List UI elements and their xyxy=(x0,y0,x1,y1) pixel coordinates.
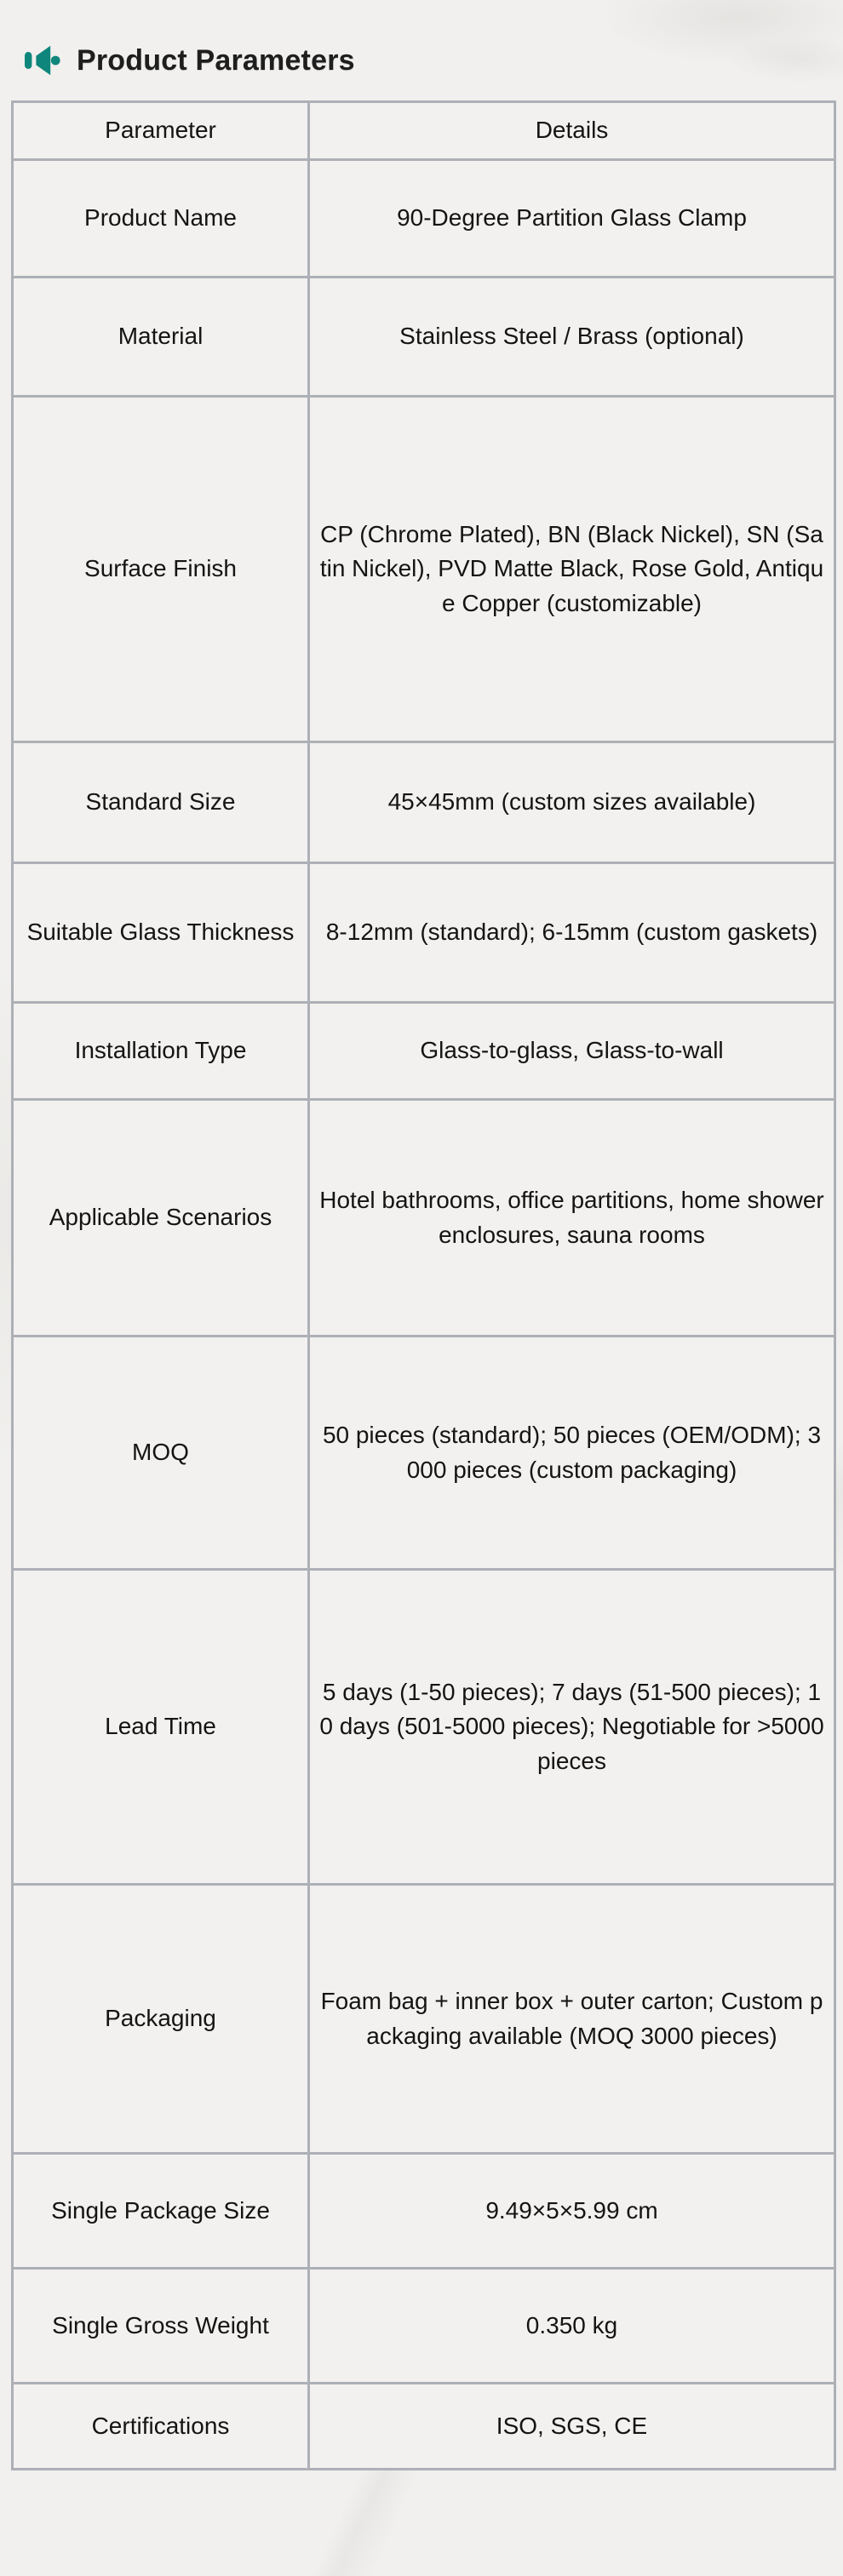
param-cell: Product Name xyxy=(13,160,309,278)
detail-cell: 45×45mm (custom sizes available) xyxy=(309,742,835,863)
detail-cell: 50 pieces (standard); 50 pieces (OEM/ODM); 3000 pieces (custom packaging) xyxy=(309,1337,835,1570)
section-header xyxy=(22,37,843,83)
detail-cell: Stainless Steel / Brass (optional) xyxy=(309,278,835,397)
megaphone-icon xyxy=(22,39,72,82)
param-cell: Single Package Size xyxy=(13,2154,309,2269)
product-parameters-table xyxy=(11,100,836,2470)
param-cell: Surface Finish xyxy=(13,397,309,742)
table-row xyxy=(13,2154,835,2269)
param-cell: Certifications xyxy=(13,2384,309,2470)
page-title: Product Parameters xyxy=(77,43,355,77)
param-cell: Standard Size xyxy=(13,742,309,863)
table-row xyxy=(13,1337,835,1570)
detail-cell: Glass-to-glass, Glass-to-wall xyxy=(309,1003,835,1100)
param-cell: Material xyxy=(13,278,309,397)
param-cell: Installation Type xyxy=(13,1003,309,1100)
table-row xyxy=(13,1885,835,2154)
detail-cell: 5 days (1-50 pieces); 7 days (51-500 pieces); 10 days (501-5000 pieces); Negotiable for >5000 pieces xyxy=(309,1570,835,1885)
detail-cell: CP (Chrome Plated), BN (Black Nickel), SN (Satin Nickel), PVD Matte Black, Rose Gold, Antique Copper (customizable) xyxy=(309,397,835,742)
table-row xyxy=(13,2384,835,2470)
param-cell: Packaging xyxy=(13,1885,309,2154)
table-row xyxy=(13,2269,835,2384)
table-row xyxy=(13,1570,835,1885)
column-header-parameter: Parameter xyxy=(13,102,309,160)
param-cell: MOQ xyxy=(13,1337,309,1570)
table-row xyxy=(13,397,835,742)
param-cell: Suitable Glass Thickness xyxy=(13,863,309,1003)
table-row xyxy=(13,1003,835,1100)
table-row xyxy=(13,863,835,1003)
detail-cell: 9.49×5×5.99 cm xyxy=(309,2154,835,2269)
param-cell: Applicable Scenarios xyxy=(13,1100,309,1337)
table-row xyxy=(13,160,835,278)
detail-cell: 0.350 kg xyxy=(309,2269,835,2384)
detail-cell: Foam bag + inner box + outer carton; Custom packaging available (MOQ 3000 pieces) xyxy=(309,1885,835,2154)
table-row xyxy=(13,1100,835,1337)
detail-cell: Hotel bathrooms, office partitions, home shower enclosures, sauna rooms xyxy=(309,1100,835,1337)
detail-cell: 8-12mm (standard); 6-15mm (custom gaskets) xyxy=(309,863,835,1003)
param-cell: Single Gross Weight xyxy=(13,2269,309,2384)
page xyxy=(0,37,843,2576)
detail-cell: ISO, SGS, CE xyxy=(309,2384,835,2470)
param-cell: Lead Time xyxy=(13,1570,309,1885)
table-header-row xyxy=(13,102,835,160)
table-row xyxy=(13,742,835,863)
column-header-details: Details xyxy=(309,102,835,160)
table-row xyxy=(13,278,835,397)
detail-cell: 90-Degree Partition Glass Clamp xyxy=(309,160,835,278)
